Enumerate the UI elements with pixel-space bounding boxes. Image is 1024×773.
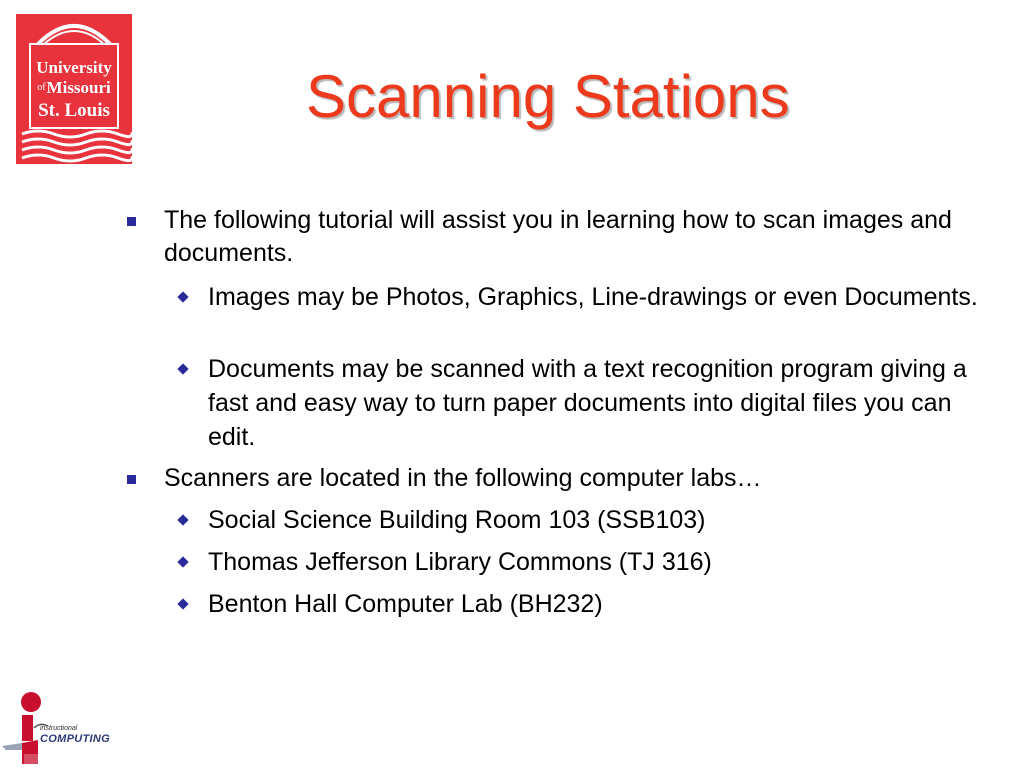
logo-university-text: University [36,58,112,77]
sub-bullet-text: Social Science Building Room 103 (SSB103) [208,506,706,534]
diamond-bullet-icon [177,363,188,374]
instructional-computing-logo [0,688,120,768]
university-logo [16,14,132,164]
diamond-bullet-icon [177,291,188,302]
bullet-item [164,462,964,495]
slide-title: Scanning Stations [306,63,790,130]
sub-bullet-text: Images may be Photos, Graphics, Line-drawings or even Documents. [208,283,978,311]
bullet-text: The following tutorial will assist you in learning how to scan images and documents. [164,206,952,267]
sub-bullet-item [208,503,998,537]
diamond-bullet-icon [177,556,188,567]
sub-bullet-text: Thomas Jefferson Library Commons (TJ 316) [208,548,712,576]
logo-missouri-text [16,78,132,98]
diamond-bullet-icon [177,598,188,609]
bullet-item [164,204,964,270]
square-bullet-icon [127,475,136,484]
logo-of-text: of [37,82,46,93]
sub-bullet-text: Benton Hall Computer Lab (BH232) [208,590,603,618]
ic-logo-small-text: instructional [40,725,78,732]
sub-bullet-item [208,280,998,314]
ic-logo-big-text: COMPUTING [40,733,110,745]
sub-bullet-text: Documents may be scanned with a text recognition program giving a fast and easy way to turn paper documents into digital files you can edit. [208,355,967,451]
square-bullet-icon [127,217,136,226]
sub-bullet-item [208,587,998,621]
bullet-text: Scanners are located in the following computer labs… [164,464,762,492]
diamond-bullet-icon [177,514,188,525]
logo-stlouis-text: St. Louis [38,100,110,121]
logo-missouri-word: Missouri [46,78,111,97]
sub-bullet-item [208,545,998,579]
sub-bullet-item [208,352,998,454]
